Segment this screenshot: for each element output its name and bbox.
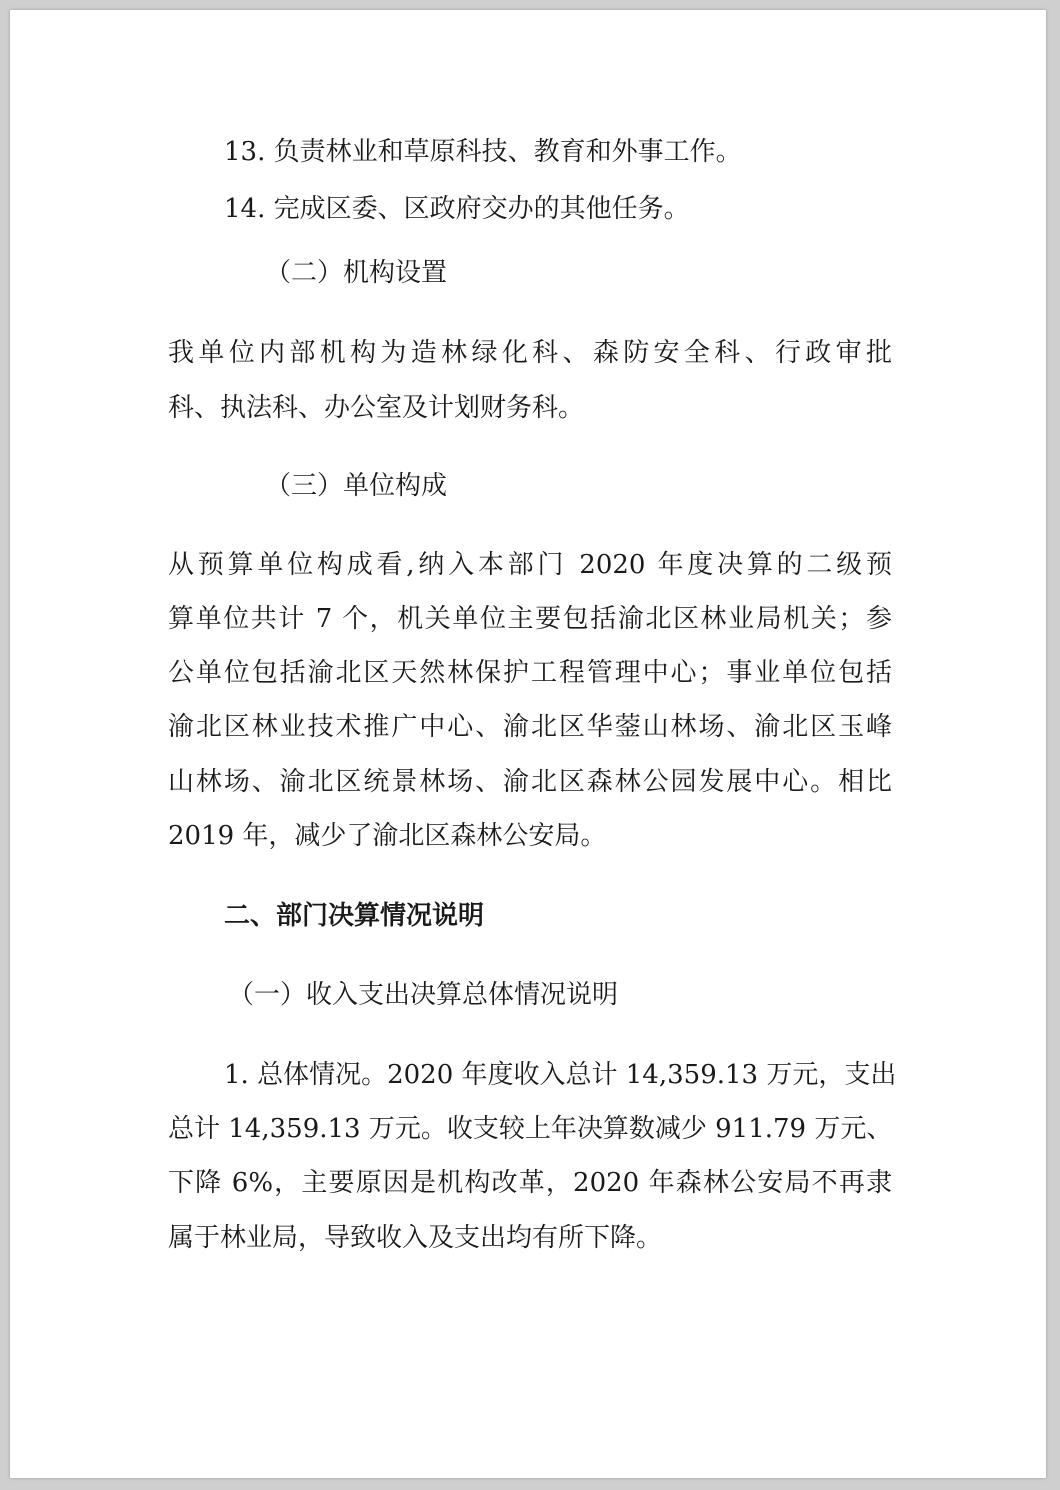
document-page <box>10 10 1046 1478</box>
paragraph-line: 我单位内部机构为造林绿化科、森防安全科、行政审批 <box>168 338 892 368</box>
paragraph-line: 公单位包括渝北区天然林保护工程管理中心；事业单位包括 <box>168 658 892 688</box>
sub-heading-income-expenditure: （一）收入支出决算总体情况说明 <box>228 980 619 1010</box>
list-item-14: 14. 完成区委、区政府交办的其他任务。 <box>224 194 690 224</box>
paragraph-line: 属于林业局，导致收入及支出均有所下降。 <box>168 1223 663 1253</box>
paragraph-line: 下降 6%，主要原因是机构改革，2020 年森林公安局不再隶 <box>168 1168 892 1198</box>
paragraph-line: 2019 年，减少了渝北区森林公安局。 <box>168 821 607 851</box>
list-item-13: 13. 负责林业和草原科技、教育和外事工作。 <box>224 137 742 167</box>
paragraph-line: 山林场、渝北区统景林场、渝北区森林公园发展中心。相比 <box>168 767 892 797</box>
section-heading-org-structure: （二）机构设置 <box>265 258 448 288</box>
paragraph-line: 总计 14,359.13 万元。收支较上年决算数减少 911.79 万元、 <box>168 1114 893 1144</box>
paragraph-line: 渝北区林业技术推广中心、渝北区华蓥山林场、渝北区玉峰 <box>168 712 892 742</box>
paragraph-line: 从预算单位构成看,纳入本部门 2020 年度决算的二级预 <box>168 550 892 580</box>
part-heading-final-accounts: 二、部门决算情况说明 <box>224 901 485 931</box>
paragraph-line: 科、执法科、办公室及计划财务科。 <box>168 393 585 423</box>
paragraph-line: 算单位共计 7 个，机关单位主要包括渝北区林业局机关；参 <box>168 604 892 634</box>
paragraph-line: 1. 总体情况。2020 年度收入总计 14,359.13 万元，支出 <box>224 1060 897 1090</box>
section-heading-unit-composition: （三）单位构成 <box>265 471 448 501</box>
